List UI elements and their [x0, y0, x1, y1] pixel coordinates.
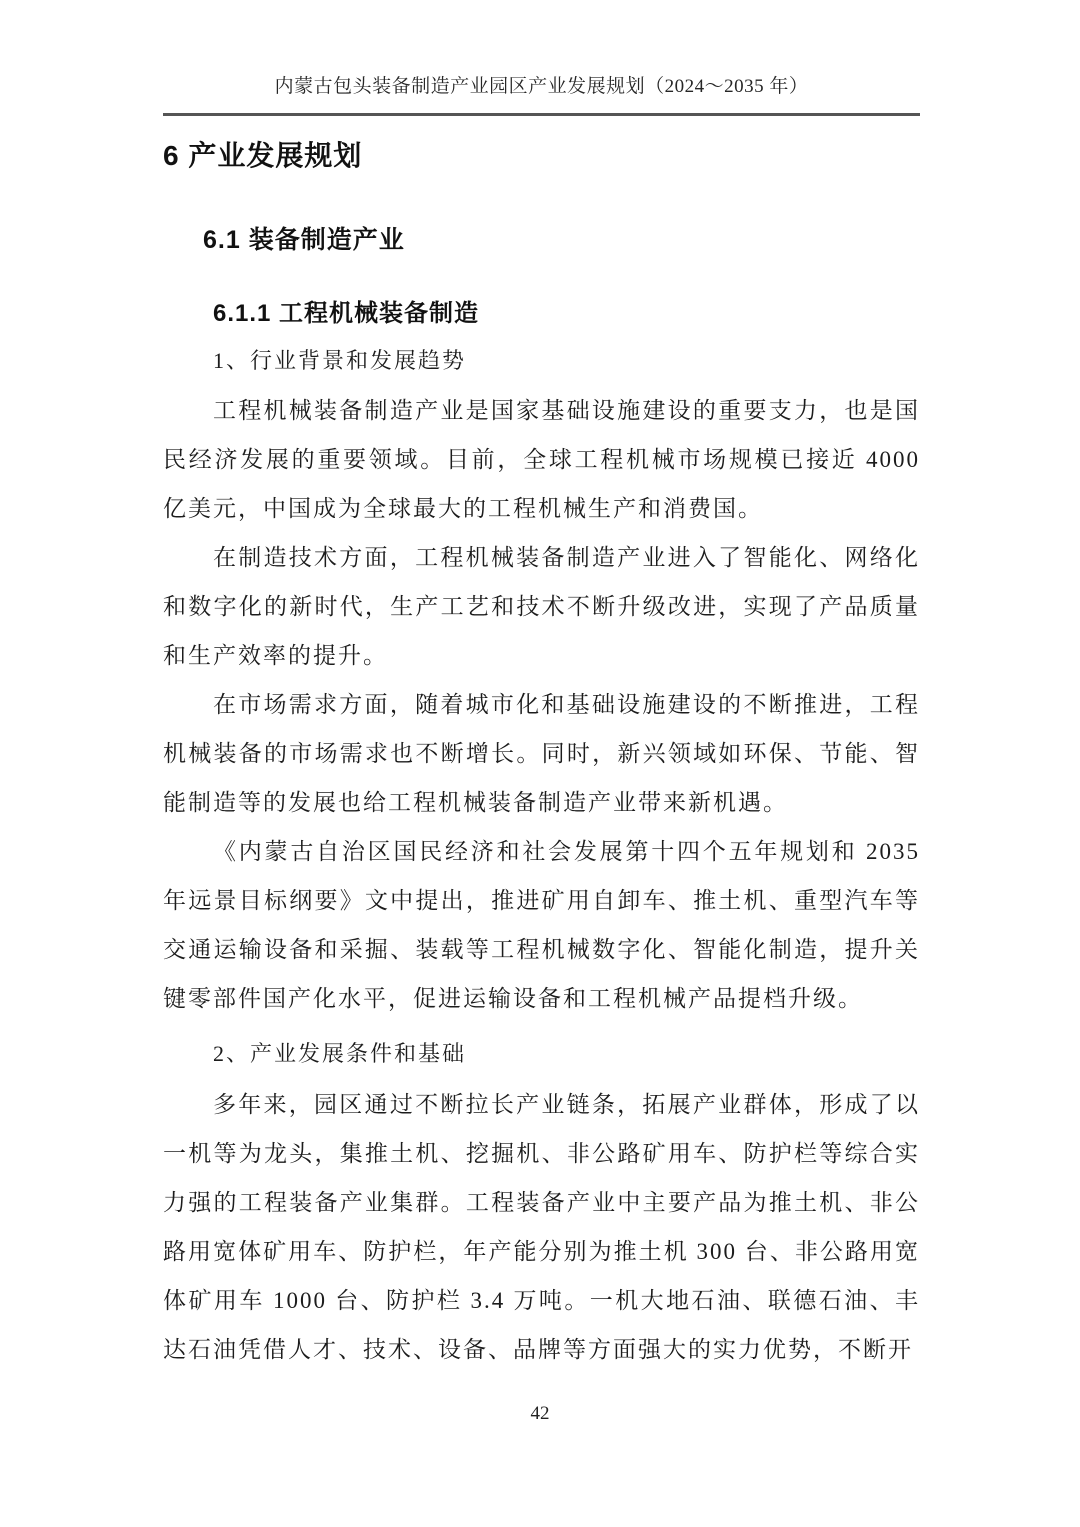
body-paragraph: 多年来，园区通过不断拉长产业链条，拓展产业群体，形成了以一机等为龙头，集推土机、挖掘机、非公路矿用车、防护栏等综合实力强的工程装备产业集群。工程装备产业中主要产品为推土机、非公路用宽体矿用车、防护栏，年产能分别为推土机 300 台、非公路用宽体矿用车 1000 台、防护栏 3.4 万吨。一机大地石油、联德石油、丰达石油凭借人才、技术、设备、品牌等方面强大的实力优势，不断开 [163, 1092, 921, 1362]
body-paragraph: 在市场需求方面，随着城市化和基础设施建设的不断推进，工程机械装备的市场需求也不断增长。同时，新兴领域如环保、节能、智能制造等的发展也给工程机械装备制造产业带来新机遇。 [163, 692, 920, 815]
body-paragraph: 在制造技术方面，工程机械装备制造产业进入了智能化、网络化和数字化的新时代，生产工艺和技术不断升级改进，实现了产品质量和生产效率的提升。 [163, 545, 920, 668]
list-heading-industry-background: 1、行业背景和发展趋势 [213, 348, 467, 373]
list-heading-development-conditions: 2、产业发展条件和基础 [213, 1041, 467, 1066]
section-heading: 6.1 装备制造产业 [203, 226, 405, 254]
subsection-heading: 6.1.1 工程机械装备制造 [213, 300, 480, 327]
page-number: 42 [530, 1403, 550, 1424]
chapter-heading: 6 产业发展规划 [163, 140, 363, 171]
header-divider-rule [163, 113, 920, 116]
body-text-block-2 [163, 1080, 920, 1374]
page-header-title: 内蒙古包头装备制造产业园区产业发展规划（2024～2035 年） [274, 76, 809, 97]
body-text-block-1 [163, 386, 920, 1023]
body-paragraph: 《内蒙古自治区国民经济和社会发展第十四个五年规划和 2035 年远景目标纲要》文中提出，推进矿用自卸车、推土机、重型汽车等交通运输设备和采掘、装载等工程机械数字化、智能化制造，提升关键零部件国产化水平，促进运输设备和工程机械产品提档升级。 [163, 839, 920, 1011]
body-paragraph: 工程机械装备制造产业是国家基础设施建设的重要支力，也是国民经济发展的重要领域。目前，全球工程机械市场规模已接近 4000 亿美元，中国成为全球最大的工程机械生产和消费国。 [163, 398, 920, 521]
